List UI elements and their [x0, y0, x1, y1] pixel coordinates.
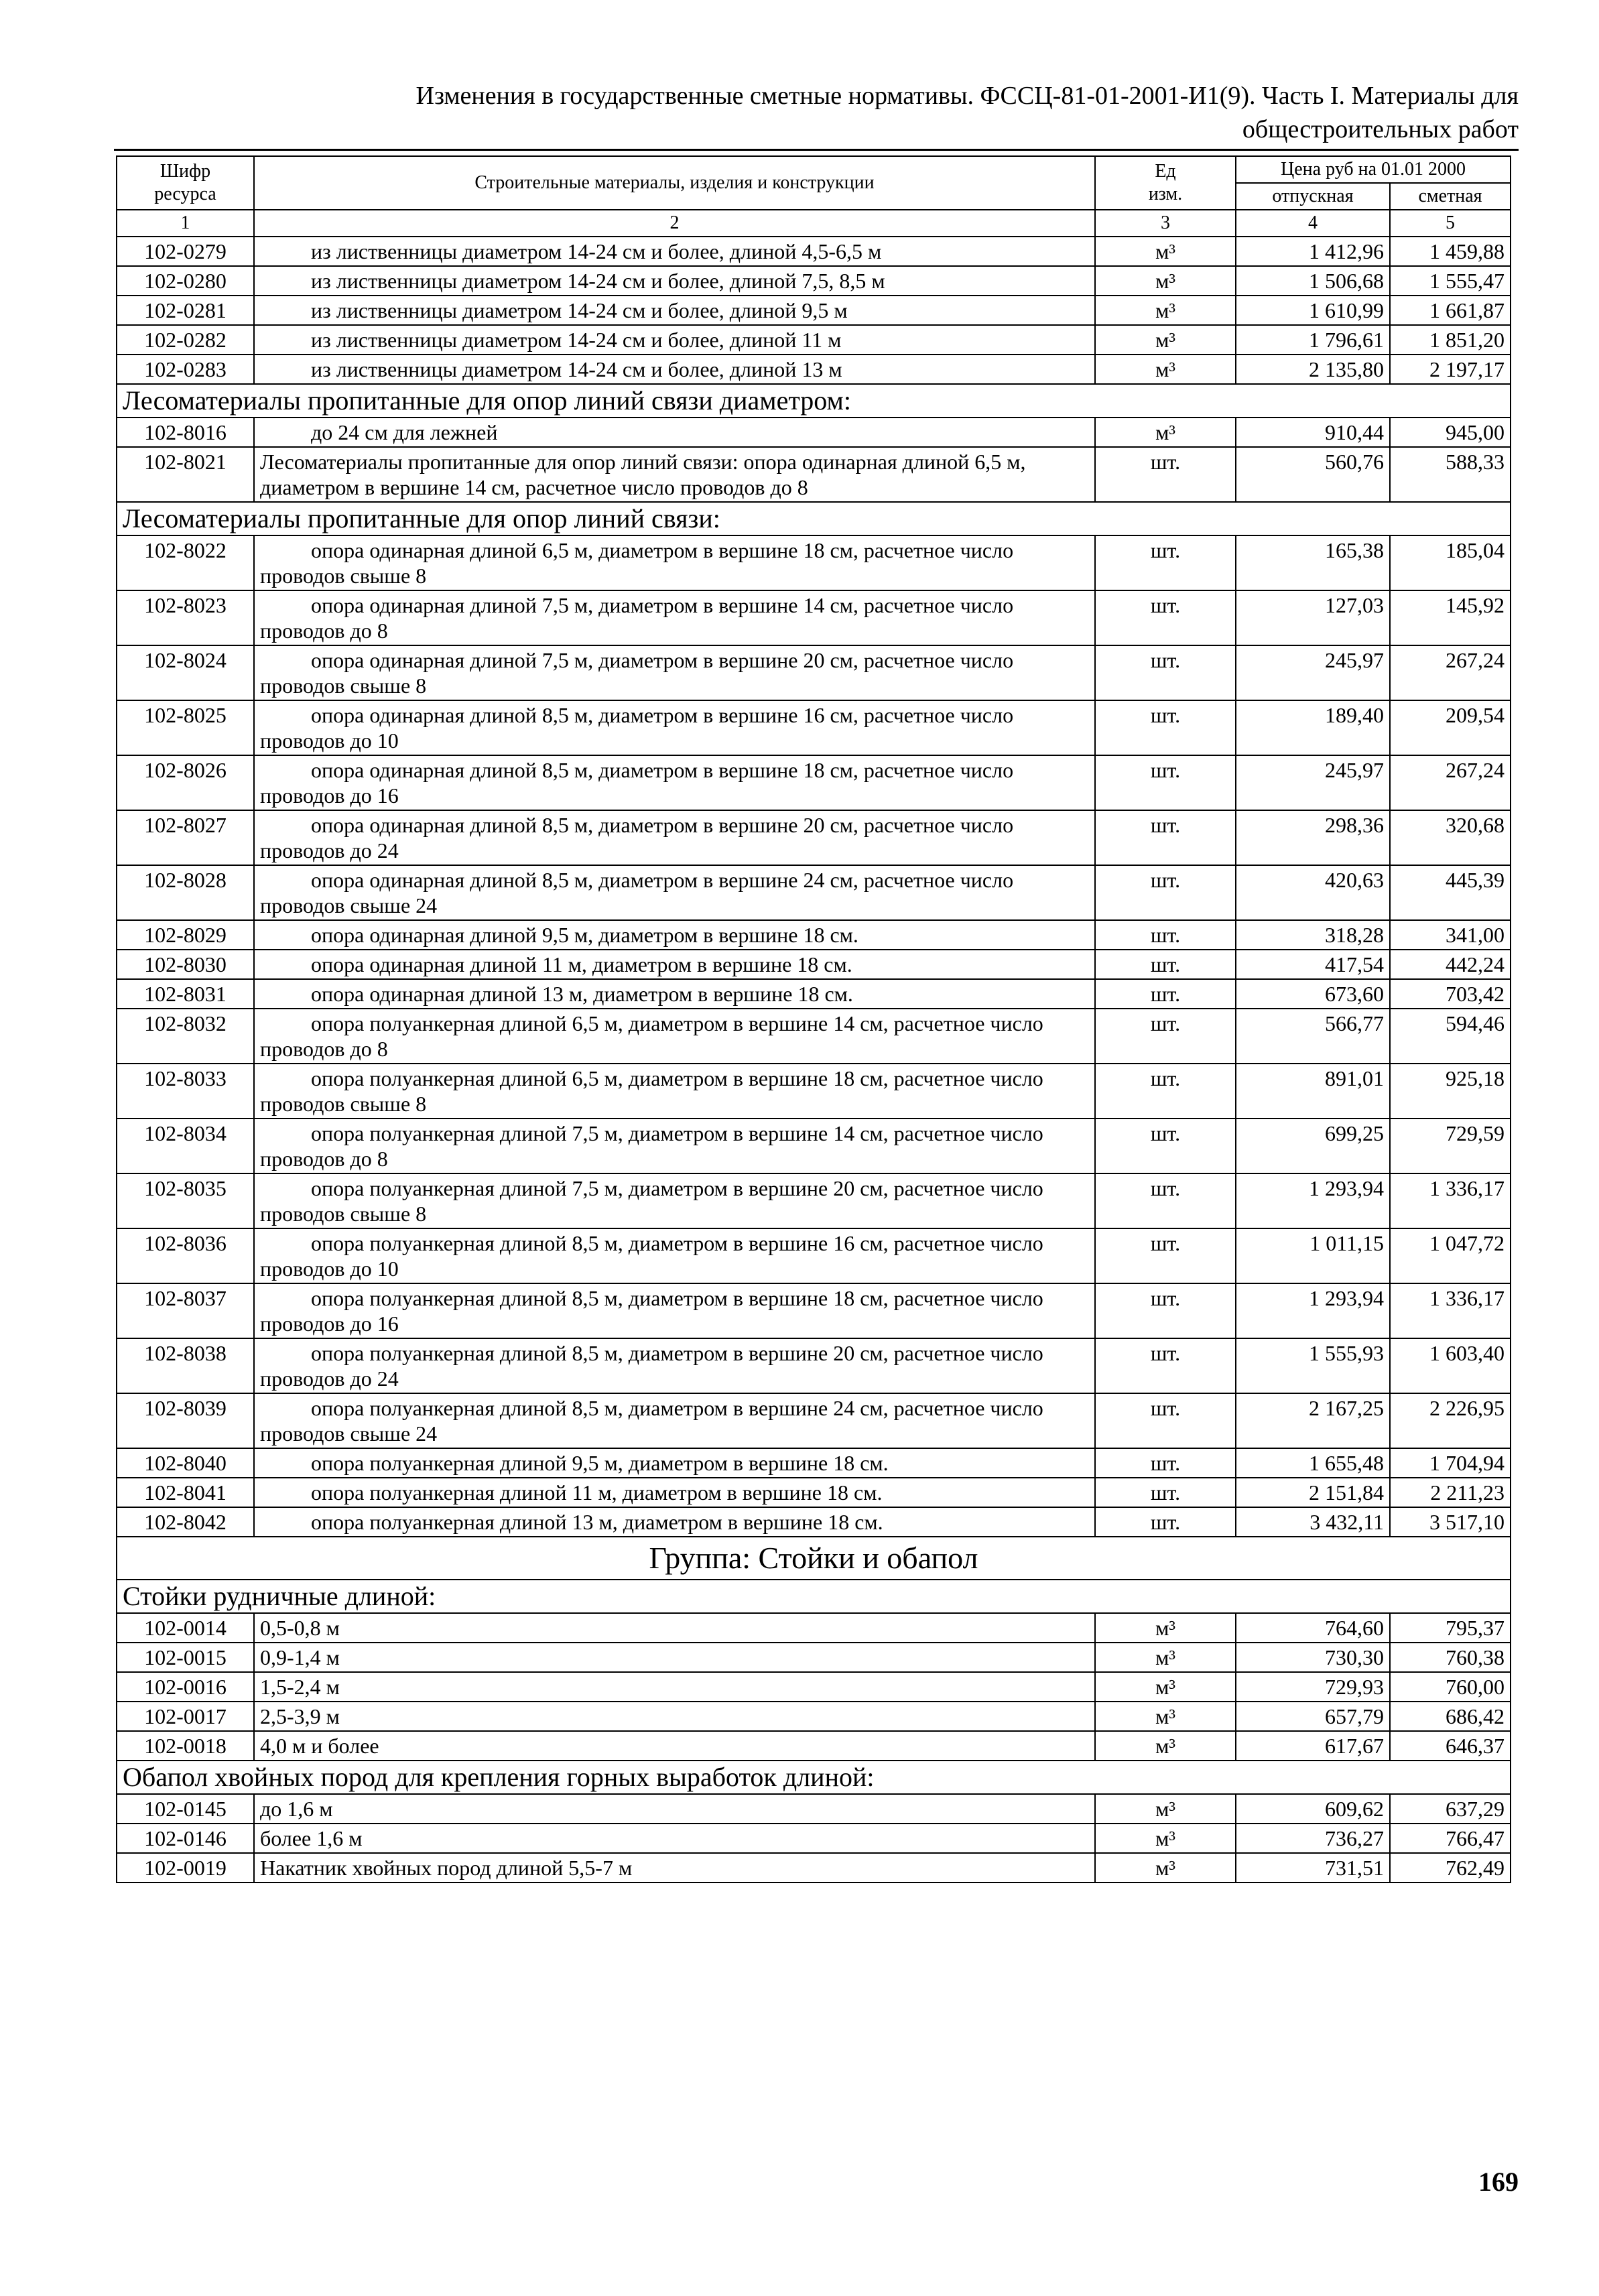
- estimate-price: 1 459,88: [1390, 237, 1511, 266]
- estimate-price: 3 517,10: [1390, 1507, 1511, 1537]
- name-column-header: Строительные материалы, изделия и конструкции: [254, 156, 1095, 210]
- material-name: [254, 645, 1095, 700]
- table-row: [117, 1853, 1511, 1883]
- release-price: 2 151,84: [1236, 1478, 1390, 1507]
- material-name-text: опора одинарная длиной 8,5 м, диаметром в вершине 20 см, расчетное число проводов до 24: [260, 813, 1014, 863]
- resource-code: 102-0016: [117, 1672, 254, 1702]
- material-name-text: опора полуанкерная длиной 6,5 м, диаметром в вершине 14 см, расчетное число проводов до 8: [260, 1011, 1043, 1061]
- resource-code: 102-8039: [117, 1393, 254, 1448]
- material-name: до 1,6 м: [254, 1794, 1095, 1824]
- code-header-line1: Шифр: [159, 161, 211, 182]
- table-row: [117, 237, 1511, 266]
- release-price: 2 167,25: [1236, 1393, 1390, 1448]
- table-row: [117, 325, 1511, 355]
- release-price: 699,25: [1236, 1119, 1390, 1173]
- material-name-text: из лиственницы диаметром 14-24 см и более, длиной 7,5, 8,5 м: [311, 269, 885, 293]
- resource-code: 102-8041: [117, 1478, 254, 1507]
- table-row: [117, 1507, 1511, 1537]
- material-name: [254, 700, 1095, 755]
- table-row: [117, 1009, 1511, 1064]
- unit-of-measure: м³: [1095, 1672, 1236, 1702]
- resource-code: 102-8023: [117, 590, 254, 645]
- table-row: [117, 1064, 1511, 1119]
- table-row: [117, 355, 1511, 384]
- unit-of-measure: шт.: [1095, 590, 1236, 645]
- material-name-text: опора полуанкерная длиной 7,5 м, диаметром в вершине 14 см, расчетное число проводов до 8: [260, 1121, 1043, 1171]
- resource-code: 102-8029: [117, 920, 254, 950]
- release-price: 1 293,94: [1236, 1283, 1390, 1338]
- estimate-price: 267,24: [1390, 645, 1511, 700]
- resource-code: 102-0014: [117, 1613, 254, 1643]
- unit-of-measure: шт.: [1095, 865, 1236, 920]
- table-row: [117, 418, 1511, 447]
- table-row: [117, 266, 1511, 296]
- material-name: [254, 810, 1095, 865]
- table-row: [117, 979, 1511, 1009]
- estimate-price: 760,38: [1390, 1643, 1511, 1672]
- release-price: 2 135,80: [1236, 355, 1390, 384]
- material-name-text: из лиственницы диаметром 14-24 см и более, длиной 13 м: [311, 357, 842, 381]
- table-row: [117, 1119, 1511, 1173]
- price-table: [116, 155, 1511, 1883]
- table-row: [117, 1824, 1511, 1853]
- release-price: 3 432,11: [1236, 1507, 1390, 1537]
- unit-of-measure: шт.: [1095, 920, 1236, 950]
- release-price: 1 293,94: [1236, 1173, 1390, 1228]
- estimate-price: 795,37: [1390, 1613, 1511, 1643]
- material-name-text: опора полуанкерная длиной 13 м, диаметром в вершине 18 см.: [311, 1510, 883, 1534]
- estimate-price-header: сметная: [1390, 183, 1511, 210]
- resource-code: 102-8026: [117, 755, 254, 810]
- resource-code: 102-8027: [117, 810, 254, 865]
- estimate-price: 646,37: [1390, 1731, 1511, 1761]
- estimate-price: 637,29: [1390, 1794, 1511, 1824]
- unit-of-measure: м³: [1095, 1731, 1236, 1761]
- table-row: [117, 1338, 1511, 1393]
- unit-of-measure: шт.: [1095, 1448, 1236, 1478]
- estimate-price: 945,00: [1390, 418, 1511, 447]
- material-name-text: опора одинарная длиной 6,5 м, диаметром в вершине 18 см, расчетное число проводов свыше 8: [260, 538, 1014, 588]
- table-row: [117, 447, 1511, 502]
- material-name-text: из лиственницы диаметром 14-24 см и более, длиной 4,5-6,5 м: [311, 239, 882, 263]
- material-name: [254, 1283, 1095, 1338]
- material-name: Накатник хвойных пород длиной 5,5-7 м: [254, 1853, 1095, 1883]
- estimate-price: 760,00: [1390, 1672, 1511, 1702]
- section-heading-row: [117, 1580, 1511, 1613]
- material-name: [254, 590, 1095, 645]
- resource-code: 102-8033: [117, 1064, 254, 1119]
- table-row: [117, 1613, 1511, 1643]
- table-row: [117, 1173, 1511, 1228]
- group-heading: Группа: Стойки и обапол: [117, 1537, 1511, 1580]
- table-row: [117, 1731, 1511, 1761]
- resource-code: 102-0015: [117, 1643, 254, 1672]
- section-heading-row: [117, 1761, 1511, 1794]
- unit-of-measure: шт.: [1095, 1393, 1236, 1448]
- resource-code: 102-0017: [117, 1702, 254, 1731]
- resource-code: 102-0282: [117, 325, 254, 355]
- unit-of-measure: шт.: [1095, 755, 1236, 810]
- material-name-text: опора полуанкерная длиной 8,5 м, диаметром в вершине 20 см, расчетное число проводов до 24: [260, 1341, 1043, 1391]
- group-heading-row: [117, 1537, 1511, 1580]
- unit-of-measure: шт.: [1095, 810, 1236, 865]
- table-row: [117, 700, 1511, 755]
- resource-code: 102-8034: [117, 1119, 254, 1173]
- unit-of-measure: шт.: [1095, 1009, 1236, 1064]
- resource-code: 102-0280: [117, 266, 254, 296]
- unit-of-measure: шт.: [1095, 535, 1236, 590]
- release-price: 417,54: [1236, 950, 1390, 979]
- unit-of-measure: шт.: [1095, 1283, 1236, 1338]
- unit-of-measure: м³: [1095, 237, 1236, 266]
- price-column-header: Цена руб на 01.01 2000: [1236, 156, 1511, 183]
- unit-of-measure: м³: [1095, 325, 1236, 355]
- resource-code: 102-0018: [117, 1731, 254, 1761]
- price-table-head: [117, 156, 1511, 237]
- resource-code: 102-8025: [117, 700, 254, 755]
- section-heading: Обапол хвойных пород для крепления горных выработок длиной:: [117, 1761, 1511, 1794]
- estimate-price: 1 603,40: [1390, 1338, 1511, 1393]
- material-name: [254, 237, 1095, 266]
- material-name: 0,5-0,8 м: [254, 1613, 1095, 1643]
- material-name-text: опора полуанкерная длиной 8,5 м, диаметром в вершине 24 см, расчетное число проводов свыше 24: [260, 1396, 1043, 1446]
- material-name-text: опора одинарная длиной 7,5 м, диаметром в вершине 20 см, расчетное число проводов свыше 8: [260, 648, 1014, 698]
- release-price: 245,97: [1236, 645, 1390, 700]
- resource-code: 102-8024: [117, 645, 254, 700]
- resource-code: 102-8038: [117, 1338, 254, 1393]
- material-name: [254, 1064, 1095, 1119]
- material-name: [254, 950, 1095, 979]
- release-price: 729,93: [1236, 1672, 1390, 1702]
- resource-code: 102-8031: [117, 979, 254, 1009]
- unit-of-measure: шт.: [1095, 1064, 1236, 1119]
- resource-code: 102-8036: [117, 1228, 254, 1283]
- material-name: [254, 296, 1095, 325]
- release-price: 673,60: [1236, 979, 1390, 1009]
- material-name: [254, 1507, 1095, 1537]
- estimate-price: 1 047,72: [1390, 1228, 1511, 1283]
- table-row: [117, 920, 1511, 950]
- table-row: [117, 1393, 1511, 1448]
- release-price: 764,60: [1236, 1613, 1390, 1643]
- column-number: 1: [117, 210, 254, 237]
- material-name: [254, 1478, 1095, 1507]
- material-name-text: опора полуанкерная длиной 7,5 м, диаметром в вершине 20 см, расчетное число проводов свыше 8: [260, 1176, 1043, 1226]
- release-price: 165,38: [1236, 535, 1390, 590]
- material-name-text: опора одинарная длиной 13 м, диаметром в вершине 18 см.: [311, 982, 853, 1006]
- material-name: [254, 1228, 1095, 1283]
- release-price: 189,40: [1236, 700, 1390, 755]
- header-title-line2: общестроительных работ: [1242, 115, 1519, 143]
- column-number: 2: [254, 210, 1095, 237]
- estimate-price: 341,00: [1390, 920, 1511, 950]
- table-row: [117, 590, 1511, 645]
- release-price: 318,28: [1236, 920, 1390, 950]
- table-row: [117, 865, 1511, 920]
- material-name: 2,5-3,9 м: [254, 1702, 1095, 1731]
- estimate-price: 2 197,17: [1390, 355, 1511, 384]
- estimate-price: 766,47: [1390, 1824, 1511, 1853]
- material-name: 0,9-1,4 м: [254, 1643, 1095, 1672]
- header-title-line1: Изменения в государственные сметные нормативы. ФССЦ-81-01-2001-И1(9). Часть I. Материалы для: [415, 82, 1519, 110]
- material-name-text: опора одинарная длиной 9,5 м, диаметром в вершине 18 см.: [311, 923, 858, 947]
- release-price: 736,27: [1236, 1824, 1390, 1853]
- unit-of-measure: шт.: [1095, 645, 1236, 700]
- unit-header-line1: Ед: [1155, 161, 1176, 182]
- unit-of-measure: м³: [1095, 418, 1236, 447]
- code-column-header: [117, 156, 254, 210]
- release-price: 730,30: [1236, 1643, 1390, 1672]
- unit-of-measure: шт.: [1095, 700, 1236, 755]
- release-price: 127,03: [1236, 590, 1390, 645]
- release-price: 1 011,15: [1236, 1228, 1390, 1283]
- resource-code: 102-0283: [117, 355, 254, 384]
- release-price: 560,76: [1236, 447, 1390, 502]
- unit-of-measure: м³: [1095, 296, 1236, 325]
- material-name: 4,0 м и более: [254, 1731, 1095, 1761]
- resource-code: 102-8028: [117, 865, 254, 920]
- release-price: 298,36: [1236, 810, 1390, 865]
- unit-of-measure: шт.: [1095, 447, 1236, 502]
- material-name-text: из лиственницы диаметром 14-24 см и более, длиной 11 м: [311, 328, 842, 352]
- material-name: [254, 266, 1095, 296]
- material-name: [254, 755, 1095, 810]
- unit-of-measure: шт.: [1095, 1507, 1236, 1537]
- code-header-line2: ресурса: [154, 184, 216, 204]
- material-name-text: опора полуанкерная длиной 8,5 м, диаметром в вершине 16 см, расчетное число проводов до 10: [260, 1231, 1043, 1281]
- resource-code: 102-8030: [117, 950, 254, 979]
- release-price: 731,51: [1236, 1853, 1390, 1883]
- estimate-price: 2 226,95: [1390, 1393, 1511, 1448]
- table-row: [117, 1794, 1511, 1824]
- estimate-price: 1 704,94: [1390, 1448, 1511, 1478]
- material-name-text: опора одинарная длиной 8,5 м, диаметром в вершине 18 см, расчетное число проводов до 16: [260, 758, 1014, 808]
- material-name: [254, 865, 1095, 920]
- material-name-text: опора полуанкерная длиной 11 м, диаметром в вершине 18 см.: [311, 1480, 883, 1505]
- section-heading-row: [117, 502, 1511, 535]
- material-name-text: до 24 см для лежней: [311, 420, 498, 444]
- column-number: 3: [1095, 210, 1236, 237]
- table-row: [117, 1448, 1511, 1478]
- unit-of-measure: шт.: [1095, 1119, 1236, 1173]
- table-row: [117, 645, 1511, 700]
- estimate-price: 686,42: [1390, 1702, 1511, 1731]
- estimate-price: 442,24: [1390, 950, 1511, 979]
- material-name: [254, 325, 1095, 355]
- release-price: 891,01: [1236, 1064, 1390, 1119]
- table-row: [117, 1672, 1511, 1702]
- release-price: 1 610,99: [1236, 296, 1390, 325]
- estimate-price: 2 211,23: [1390, 1478, 1511, 1507]
- unit-of-measure: м³: [1095, 1824, 1236, 1853]
- estimate-price: 1 851,20: [1390, 325, 1511, 355]
- material-name: [254, 1173, 1095, 1228]
- resource-code: 102-8022: [117, 535, 254, 590]
- material-name-text: опора полуанкерная длиной 6,5 м, диаметром в вершине 18 см, расчетное число проводов свыше 8: [260, 1066, 1043, 1116]
- material-name: [254, 418, 1095, 447]
- table-row: [117, 755, 1511, 810]
- header-divider: [114, 149, 1519, 151]
- section-heading-row: [117, 384, 1511, 418]
- release-price: 245,97: [1236, 755, 1390, 810]
- unit-of-measure: шт.: [1095, 979, 1236, 1009]
- table-row: [117, 1702, 1511, 1731]
- resource-code: 102-8035: [117, 1173, 254, 1228]
- resource-code: 102-0281: [117, 296, 254, 325]
- unit-of-measure: м³: [1095, 266, 1236, 296]
- table-row: [117, 296, 1511, 325]
- resource-code: 102-8032: [117, 1009, 254, 1064]
- table-row: [117, 810, 1511, 865]
- estimate-price: 703,42: [1390, 979, 1511, 1009]
- material-name: Лесоматериалы пропитанные для опор линий связи: опора одинарная длиной 6,5 м, диаметром в вершине 14 см, расчетное число проводов до 8: [254, 447, 1095, 502]
- resource-code: 102-8040: [117, 1448, 254, 1478]
- material-name: [254, 535, 1095, 590]
- release-price: 566,77: [1236, 1009, 1390, 1064]
- estimate-price: 267,24: [1390, 755, 1511, 810]
- estimate-price: 1 661,87: [1390, 296, 1511, 325]
- unit-header-line2: изм.: [1148, 184, 1183, 204]
- column-number: 4: [1236, 210, 1390, 237]
- release-price: 617,67: [1236, 1731, 1390, 1761]
- release-price: 1 555,93: [1236, 1338, 1390, 1393]
- material-name: [254, 355, 1095, 384]
- unit-of-measure: м³: [1095, 355, 1236, 384]
- table-row: [117, 1228, 1511, 1283]
- estimate-price: 594,46: [1390, 1009, 1511, 1064]
- unit-of-measure: м³: [1095, 1702, 1236, 1731]
- release-price: 1 412,96: [1236, 237, 1390, 266]
- release-price: 657,79: [1236, 1702, 1390, 1731]
- section-heading: Лесоматериалы пропитанные для опор линий связи диаметром:: [117, 384, 1511, 418]
- resource-code: 102-0279: [117, 237, 254, 266]
- estimate-price: 1 336,17: [1390, 1283, 1511, 1338]
- material-name-text: опора полуанкерная длиной 9,5 м, диаметром в вершине 18 см.: [311, 1451, 889, 1475]
- page-number: 169: [1478, 2167, 1519, 2197]
- estimate-price: 145,92: [1390, 590, 1511, 645]
- release-price: 420,63: [1236, 865, 1390, 920]
- release-price-header: отпускная: [1236, 183, 1390, 210]
- unit-of-measure: м³: [1095, 1794, 1236, 1824]
- resource-code: 102-8021: [117, 447, 254, 502]
- resource-code: 102-8016: [117, 418, 254, 447]
- resource-code: 102-8042: [117, 1507, 254, 1537]
- material-name: [254, 1338, 1095, 1393]
- unit-of-measure: м³: [1095, 1613, 1236, 1643]
- estimate-price: 445,39: [1390, 865, 1511, 920]
- unit-of-measure: м³: [1095, 1853, 1236, 1883]
- resource-code: 102-0145: [117, 1794, 254, 1824]
- release-price: 609,62: [1236, 1794, 1390, 1824]
- material-name-text: опора одинарная длиной 8,5 м, диаметром в вершине 16 см, расчетное число проводов до 10: [260, 703, 1014, 753]
- price-table-body: [117, 237, 1511, 1883]
- table-row: [117, 950, 1511, 979]
- column-number: 5: [1390, 210, 1511, 237]
- table-row: [117, 1643, 1511, 1672]
- resource-code: 102-8037: [117, 1283, 254, 1338]
- material-name-text: опора одинарная длиной 8,5 м, диаметром в вершине 24 см, расчетное число проводов свыше 24: [260, 868, 1014, 917]
- material-name: [254, 1009, 1095, 1064]
- unit-of-measure: шт.: [1095, 1338, 1236, 1393]
- material-name: [254, 1393, 1095, 1448]
- estimate-price: 209,54: [1390, 700, 1511, 755]
- material-name: более 1,6 м: [254, 1824, 1095, 1853]
- material-name: [254, 1119, 1095, 1173]
- estimate-price: 925,18: [1390, 1064, 1511, 1119]
- release-price: 910,44: [1236, 418, 1390, 447]
- table-row: [117, 1283, 1511, 1338]
- estimate-price: 729,59: [1390, 1119, 1511, 1173]
- unit-of-measure: шт.: [1095, 1228, 1236, 1283]
- estimate-price: 588,33: [1390, 447, 1511, 502]
- resource-code: 102-0146: [117, 1824, 254, 1853]
- resource-code: 102-0019: [117, 1853, 254, 1883]
- estimate-price: 320,68: [1390, 810, 1511, 865]
- material-name: [254, 1448, 1095, 1478]
- running-header: [114, 79, 1519, 146]
- estimate-price: 762,49: [1390, 1853, 1511, 1883]
- estimate-price: 185,04: [1390, 535, 1511, 590]
- material-name: [254, 920, 1095, 950]
- unit-of-measure: шт.: [1095, 1478, 1236, 1507]
- unit-column-header: [1095, 156, 1236, 210]
- estimate-price: 1 555,47: [1390, 266, 1511, 296]
- section-heading: Лесоматериалы пропитанные для опор линий связи:: [117, 502, 1511, 535]
- material-name: [254, 979, 1095, 1009]
- unit-of-measure: шт.: [1095, 1173, 1236, 1228]
- release-price: 1 655,48: [1236, 1448, 1390, 1478]
- unit-of-measure: м³: [1095, 1643, 1236, 1672]
- material-name-text: опора одинарная длиной 7,5 м, диаметром в вершине 14 см, расчетное число проводов до 8: [260, 593, 1014, 643]
- release-price: 1 796,61: [1236, 325, 1390, 355]
- table-row: [117, 535, 1511, 590]
- release-price: 1 506,68: [1236, 266, 1390, 296]
- material-name: 1,5-2,4 м: [254, 1672, 1095, 1702]
- unit-of-measure: шт.: [1095, 950, 1236, 979]
- table-row: [117, 1478, 1511, 1507]
- estimate-price: 1 336,17: [1390, 1173, 1511, 1228]
- material-name-text: опора одинарная длиной 11 м, диаметром в вершине 18 см.: [311, 952, 852, 976]
- material-name-text: опора полуанкерная длиной 8,5 м, диаметром в вершине 18 см, расчетное число проводов до 16: [260, 1286, 1043, 1336]
- material-name-text: из лиственницы диаметром 14-24 см и более, длиной 9,5 м: [311, 298, 848, 322]
- section-heading: Стойки рудничные длиной:: [117, 1580, 1511, 1613]
